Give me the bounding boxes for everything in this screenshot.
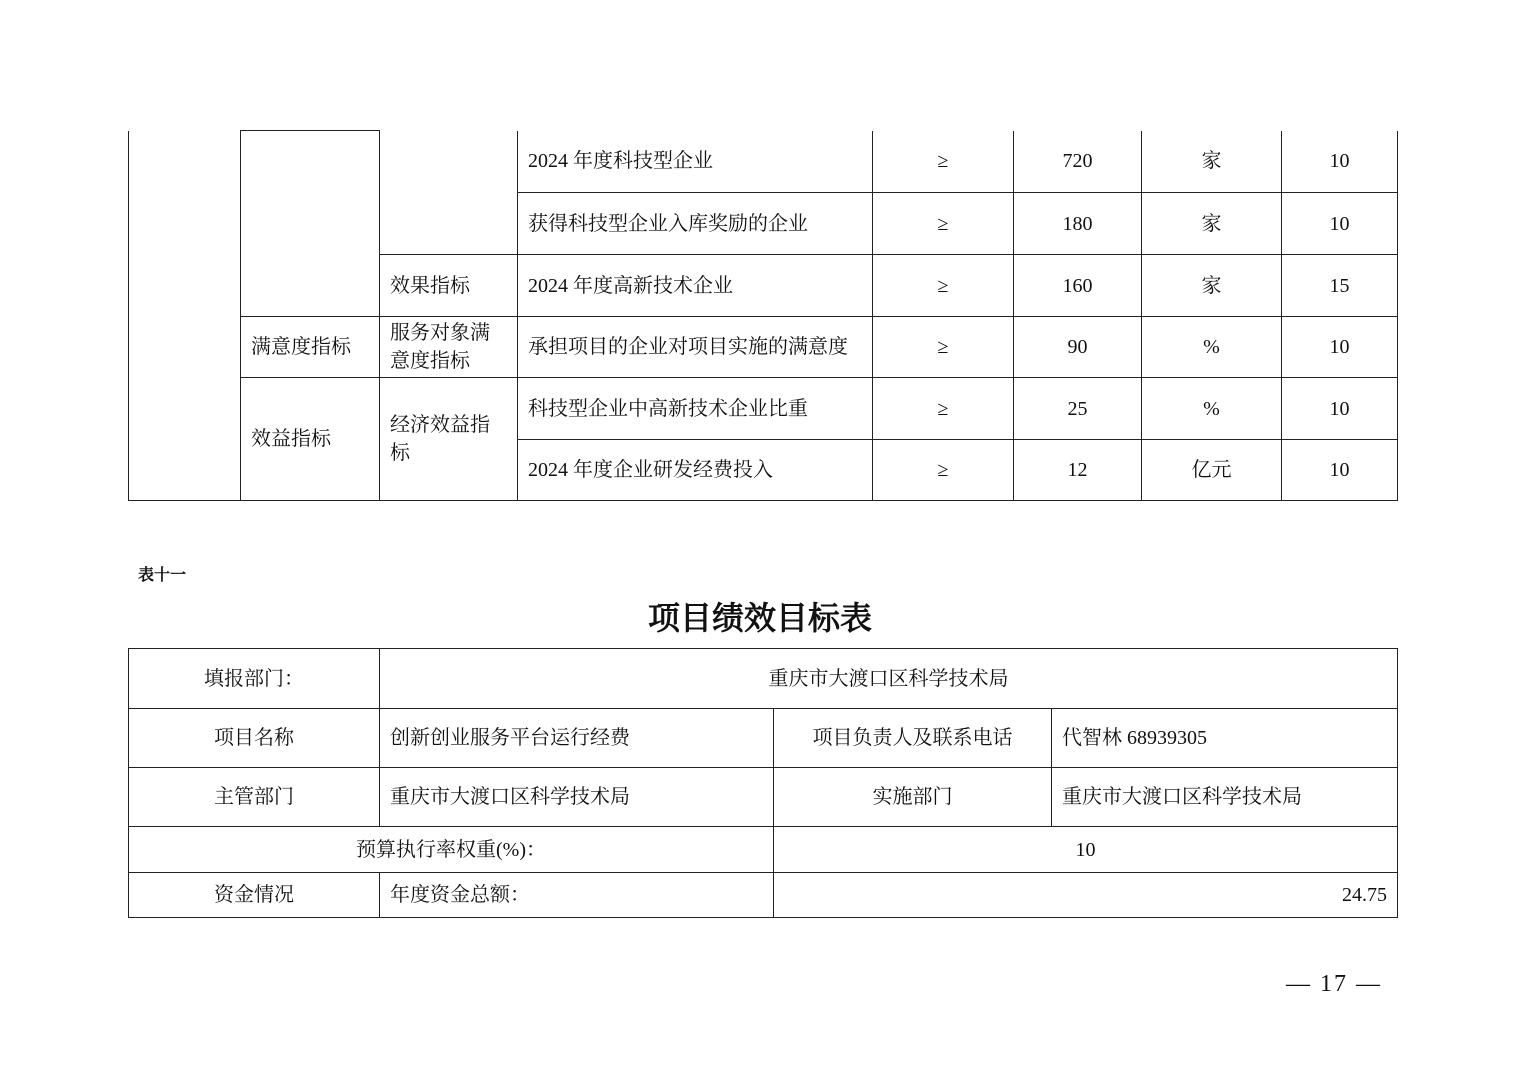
indicator-unit: 家 bbox=[1142, 255, 1282, 317]
indicator-unit: 亿元 bbox=[1142, 440, 1282, 501]
project-table bbox=[128, 648, 1398, 918]
impl-label: 实施部门 bbox=[774, 768, 1052, 827]
indicator-operator: ≥ bbox=[873, 317, 1014, 378]
indicator-item: 2024 年度企业研发经费投入 bbox=[518, 440, 873, 501]
table-row bbox=[129, 827, 1398, 873]
dept-label: 填报部门： bbox=[129, 649, 380, 709]
table-row bbox=[129, 131, 1398, 193]
supervisor-label: 主管部门 bbox=[129, 768, 380, 827]
indicator-value: 25 bbox=[1014, 378, 1142, 440]
table-label: 表十一 bbox=[138, 565, 187, 584]
indicator-score: 10 bbox=[1282, 131, 1398, 193]
indicator-item: 科技型企业中高新技术企业比重 bbox=[518, 378, 873, 440]
supervisor-value: 重庆市大渡口区科学技术局 bbox=[380, 768, 774, 827]
indicator-operator: ≥ bbox=[873, 193, 1014, 255]
annual-funds-value: 24.75 bbox=[774, 873, 1398, 918]
indicator-score: 10 bbox=[1282, 440, 1398, 501]
table-row bbox=[129, 317, 1398, 378]
page-number: — 17 — bbox=[1286, 971, 1382, 997]
indicator-item: 获得科技型企业入库奖励的企业 bbox=[518, 193, 873, 255]
table-row bbox=[129, 709, 1398, 768]
indicator-item: 2024 年度高新技术企业 bbox=[518, 255, 873, 317]
table-row bbox=[129, 378, 1398, 440]
indicator-score: 15 bbox=[1282, 255, 1398, 317]
project-name-value: 创新创业服务平台运行经费 bbox=[380, 709, 774, 768]
indicator-value: 180 bbox=[1014, 193, 1142, 255]
funds-label: 资金情况 bbox=[129, 873, 380, 918]
project-name-label: 项目名称 bbox=[129, 709, 380, 768]
level3-cell: 经济效益指标 bbox=[380, 378, 518, 501]
indicator-unit: 家 bbox=[1142, 193, 1282, 255]
indicator-value: 90 bbox=[1014, 317, 1142, 378]
annual-funds-label: 年度资金总额： bbox=[380, 873, 774, 918]
indicator-unit: % bbox=[1142, 317, 1282, 378]
indicator-unit: % bbox=[1142, 378, 1282, 440]
table-row bbox=[129, 873, 1398, 918]
indicator-item: 承担项目的企业对项目实施的满意度 bbox=[518, 317, 873, 378]
indicator-score: 10 bbox=[1282, 378, 1398, 440]
indicator-value: 720 bbox=[1014, 131, 1142, 193]
indicator-operator: ≥ bbox=[873, 440, 1014, 501]
indicator-score: 10 bbox=[1282, 193, 1398, 255]
indicator-value: 12 bbox=[1014, 440, 1142, 501]
table-row bbox=[129, 768, 1398, 827]
contact-label: 项目负责人及联系电话 bbox=[774, 709, 1052, 768]
level2-cell bbox=[241, 131, 380, 317]
level3-cell bbox=[380, 131, 518, 255]
level2-cell: 效益指标 bbox=[241, 378, 380, 501]
weight-label: 预算执行率权重(%)： bbox=[129, 827, 774, 873]
table-row bbox=[129, 649, 1398, 709]
indicator-value: 160 bbox=[1014, 255, 1142, 317]
level3-cell: 服务对象满意度指标 bbox=[380, 317, 518, 378]
indicator-table bbox=[128, 130, 1398, 501]
indicator-score: 10 bbox=[1282, 317, 1398, 378]
indicator-operator: ≥ bbox=[873, 378, 1014, 440]
indicator-unit: 家 bbox=[1142, 131, 1282, 193]
level2-cell: 满意度指标 bbox=[241, 317, 380, 378]
level3-cell: 效果指标 bbox=[380, 255, 518, 317]
level1-cell bbox=[129, 131, 241, 501]
indicator-operator: ≥ bbox=[873, 131, 1014, 193]
table-title: 项目绩效目标表 bbox=[647, 599, 872, 637]
weight-value: 10 bbox=[774, 827, 1398, 873]
indicator-item: 2024 年度科技型企业 bbox=[518, 131, 873, 193]
indicator-operator: ≥ bbox=[873, 255, 1014, 317]
contact-value: 代智林 68939305 bbox=[1052, 709, 1398, 768]
impl-value: 重庆市大渡口区科学技术局 bbox=[1052, 768, 1398, 827]
dept-value: 重庆市大渡口区科学技术局 bbox=[380, 649, 1398, 709]
